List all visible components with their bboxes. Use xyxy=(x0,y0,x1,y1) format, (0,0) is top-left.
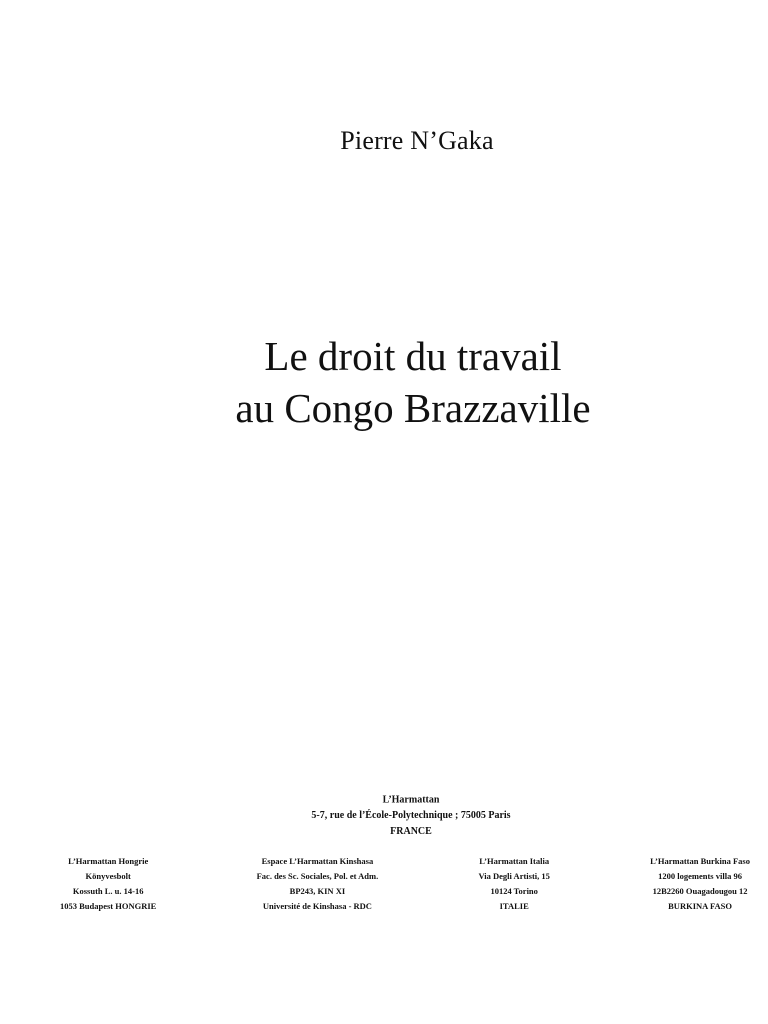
branch-name: Espace L’Harmattan Kinshasa xyxy=(261,856,374,866)
branch-italia xyxy=(478,854,549,914)
branch-line: BP243, KIN XI xyxy=(289,886,346,896)
branch-hongrie xyxy=(60,854,156,914)
book-title xyxy=(0,330,768,434)
branch-name: L’Harmattan Italia xyxy=(479,856,550,866)
publisher-name: L’Harmattan xyxy=(382,793,440,806)
branch-line: Université de Kinshasa - RDC xyxy=(262,901,372,911)
publisher-branches xyxy=(60,854,750,914)
branch-line: 1053 Budapest HONGRIE xyxy=(60,901,157,911)
branch-line: BURKINA FASO xyxy=(668,901,732,911)
branch-line: Via Degli Artisti, 15 xyxy=(478,871,550,881)
branch-line: ITALIE xyxy=(499,901,529,911)
branch-line: Fac. des Sc. Sociales, Pol. et Adm. xyxy=(256,871,379,881)
publisher-address: 5-7, rue de l’École-Polytechnique ; 75005 Paris xyxy=(311,809,511,822)
branch-line: 12B2260 Ouagadougou 12 xyxy=(652,886,748,896)
branch-line: Könyvesbolt xyxy=(85,871,131,881)
publisher-country: FRANCE xyxy=(390,825,432,838)
author-name: Pierre N’Gaka xyxy=(340,126,494,155)
branch-burkina-faso xyxy=(650,854,750,914)
branch-line: 10124 Torino xyxy=(490,886,538,896)
branch-name: L’Harmattan Hongrie xyxy=(68,856,149,866)
publisher-block xyxy=(0,792,768,839)
branch-name: L’Harmattan Burkina Faso xyxy=(650,856,750,866)
branch-line: 1200 logements villa 96 xyxy=(658,871,742,881)
branch-line: Kossuth L. u. 14-16 xyxy=(72,886,144,896)
book-title-line-2: au Congo Brazzaville xyxy=(235,385,591,431)
book-title-line-1: Le droit du travail xyxy=(264,333,562,379)
branch-kinshasa xyxy=(257,854,379,914)
